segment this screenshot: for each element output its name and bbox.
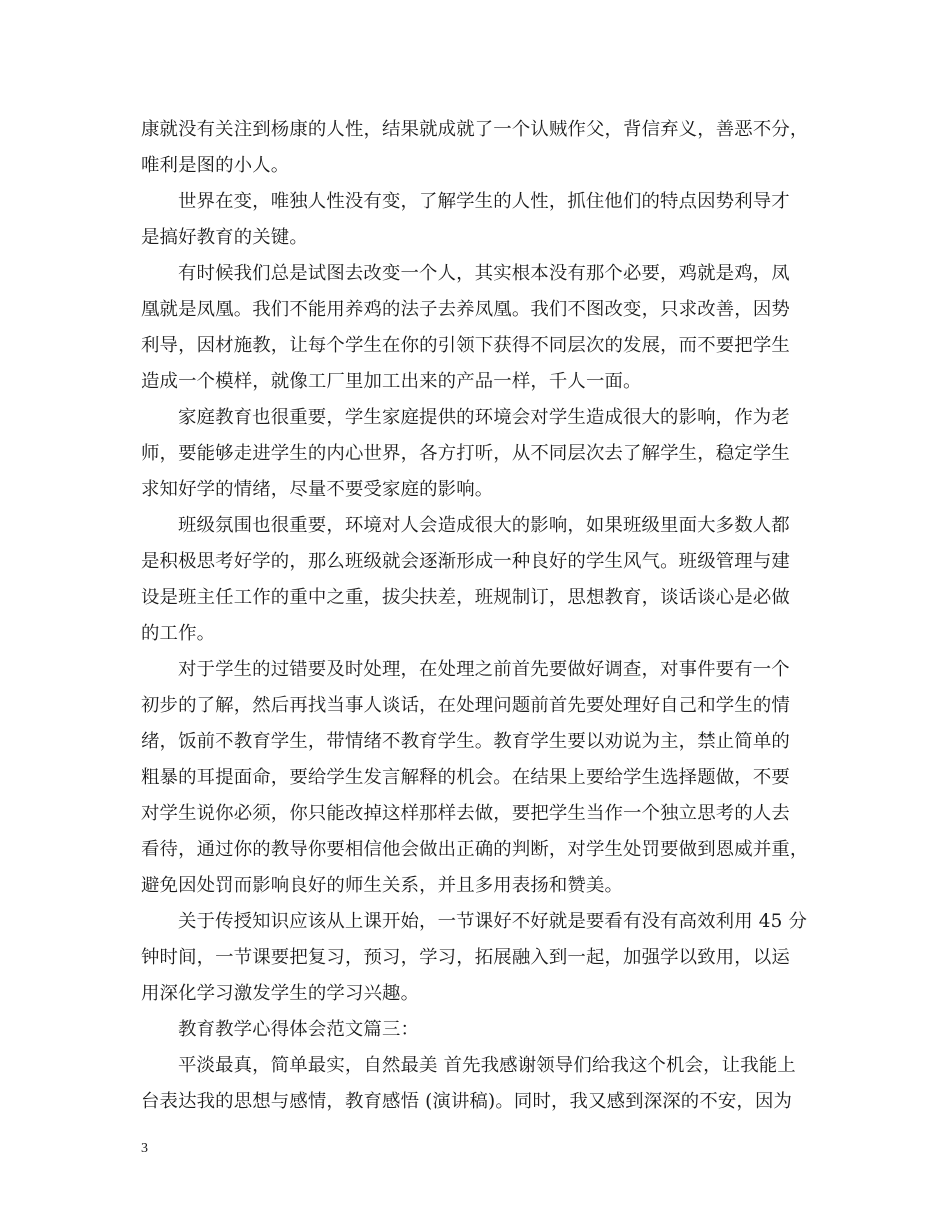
text-line: 家庭教育也很重要，学生家庭提供的环境会对学生造成很大的影响，作为老: [178, 407, 790, 428]
text-line: 求知好学的情绪，尽量不要受家庭的影响。: [141, 479, 494, 500]
text-line: 用深化学习激发学生的学习兴趣。: [141, 983, 420, 1004]
text-line: 关于传授知识应该从上课开始，一节课好不好就是要看有没有高效利用 45 分: [178, 911, 807, 932]
text-line: 凰就是凤凰。我们不能用养鸡的法子去养凤凰。我们不图改变，只求改善，因势: [141, 299, 790, 320]
text-line: 绪，饭前不教育学生，带情绪不教育学生。教育学生要以劝说为主，禁止简单的: [141, 731, 790, 752]
text-line: 避免因处罚而影响良好的师生关系，并且多用表扬和赞美。: [141, 875, 624, 896]
text-line: 是搞好教育的关键。: [141, 227, 308, 248]
text-line: 粗暴的耳提面命，要给学生发言解释的机会。在结果上要给学生选择题做，不要: [141, 767, 790, 788]
text-line: 台表达我的思想与感情，教育感悟 (演讲稿)。同时，我又感到深深的不安，因为: [141, 1091, 793, 1112]
text-line: 康就没有关注到杨康的人性，结果就成就了一个认贼作父，背信弃义，善恶不分，: [141, 119, 809, 140]
text-line: 是积极思考好学的，那么班级就会逐渐形成一种良好的学生风气。班级管理与建: [141, 551, 790, 572]
text-line: 师，要能够走进学生的内心世界，各方打听，从不同层次去了解学生，稳定学生: [141, 443, 790, 464]
text-line: 对于学生的过错要及时处理，在处理之前首先要做好调查，对事件要有一个: [178, 659, 790, 680]
text-line: 平淡最真，简单最实，自然最美 首先我感谢领导们给我这个机会，让我能上: [178, 1055, 796, 1076]
text-line: 初步的了解，然后再找当事人谈话，在处理问题前首先要处理好自己和学生的情: [141, 695, 790, 716]
text-line: 钟时间，一节课要把复习，预习，学习，拓展融入到一起，加强学以致用，以运: [141, 947, 790, 968]
section-heading: 教育教学心得体会范文篇三：: [178, 1019, 420, 1040]
text-line: 看待，通过你的教导你要相信他会做出正确的判断，对学生处罚要做到恩威并重，: [141, 839, 809, 860]
text-line: 对学生说你必须，你只能改掉这样那样去做，要把学生当作一个独立思考的人去: [141, 803, 790, 824]
text-line: 班级氛围也很重要，环境对人会造成很大的影响，如果班级里面大多数人都: [178, 515, 790, 536]
text-line: 世界在变，唯独人性没有变，了解学生的人性，抓住他们的特点因势利导才: [178, 191, 790, 212]
text-line: 唯利是图的小人。: [141, 155, 290, 176]
text-line: 有时候我们总是试图去改变一个人，其实根本没有那个必要，鸡就是鸡，凤: [178, 263, 790, 284]
page-number: 3: [141, 1141, 148, 1156]
text-line: 的工作。: [141, 623, 216, 644]
text-line: 造成一个模样，就像工厂里加工出来的产品一样，千人一面。: [141, 371, 642, 392]
text-line: 设是班主任工作的重中之重，拔尖扶差，班规制订，思想教育，谈话谈心是必做: [141, 587, 790, 608]
text-line: 利导，因材施教，让每个学生在你的引领下获得不同层次的发展，而不要把学生: [141, 335, 790, 356]
